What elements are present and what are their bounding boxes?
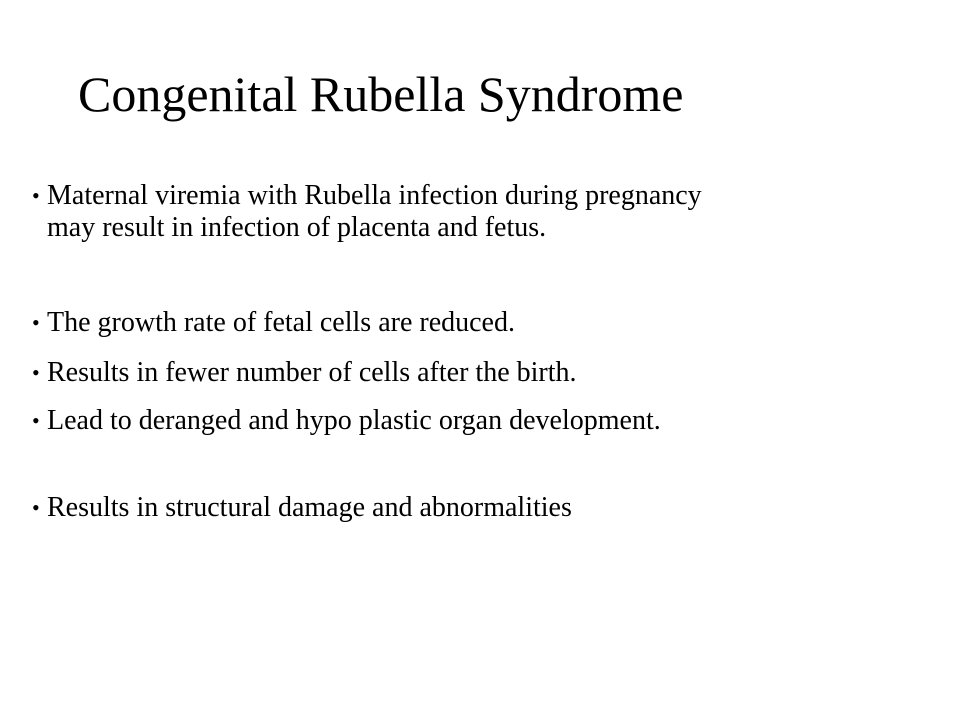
bullet-dot-icon: • [32, 408, 40, 433]
bullet-text: Results in fewer number of cells after the birth. [47, 357, 577, 388]
bullet-dot-icon: • [32, 495, 40, 520]
bullet-text: Lead to deranged and hypo plastic organ development. [47, 405, 661, 436]
bullet-dot-icon: • [32, 360, 40, 385]
bullet-dot-icon: • [32, 183, 40, 208]
bullet-text: Maternal viremia with Rubella infection during pregnancy may result in infection of placenta and fetus. [47, 180, 702, 243]
slide-title: Congenital Rubella Syndrome [78, 66, 684, 122]
bullet-text: Results in structural damage and abnormalities [47, 492, 572, 523]
bullet-text: The growth rate of fetal cells are reduced. [47, 307, 515, 338]
bullet-dot-icon: • [32, 310, 40, 335]
